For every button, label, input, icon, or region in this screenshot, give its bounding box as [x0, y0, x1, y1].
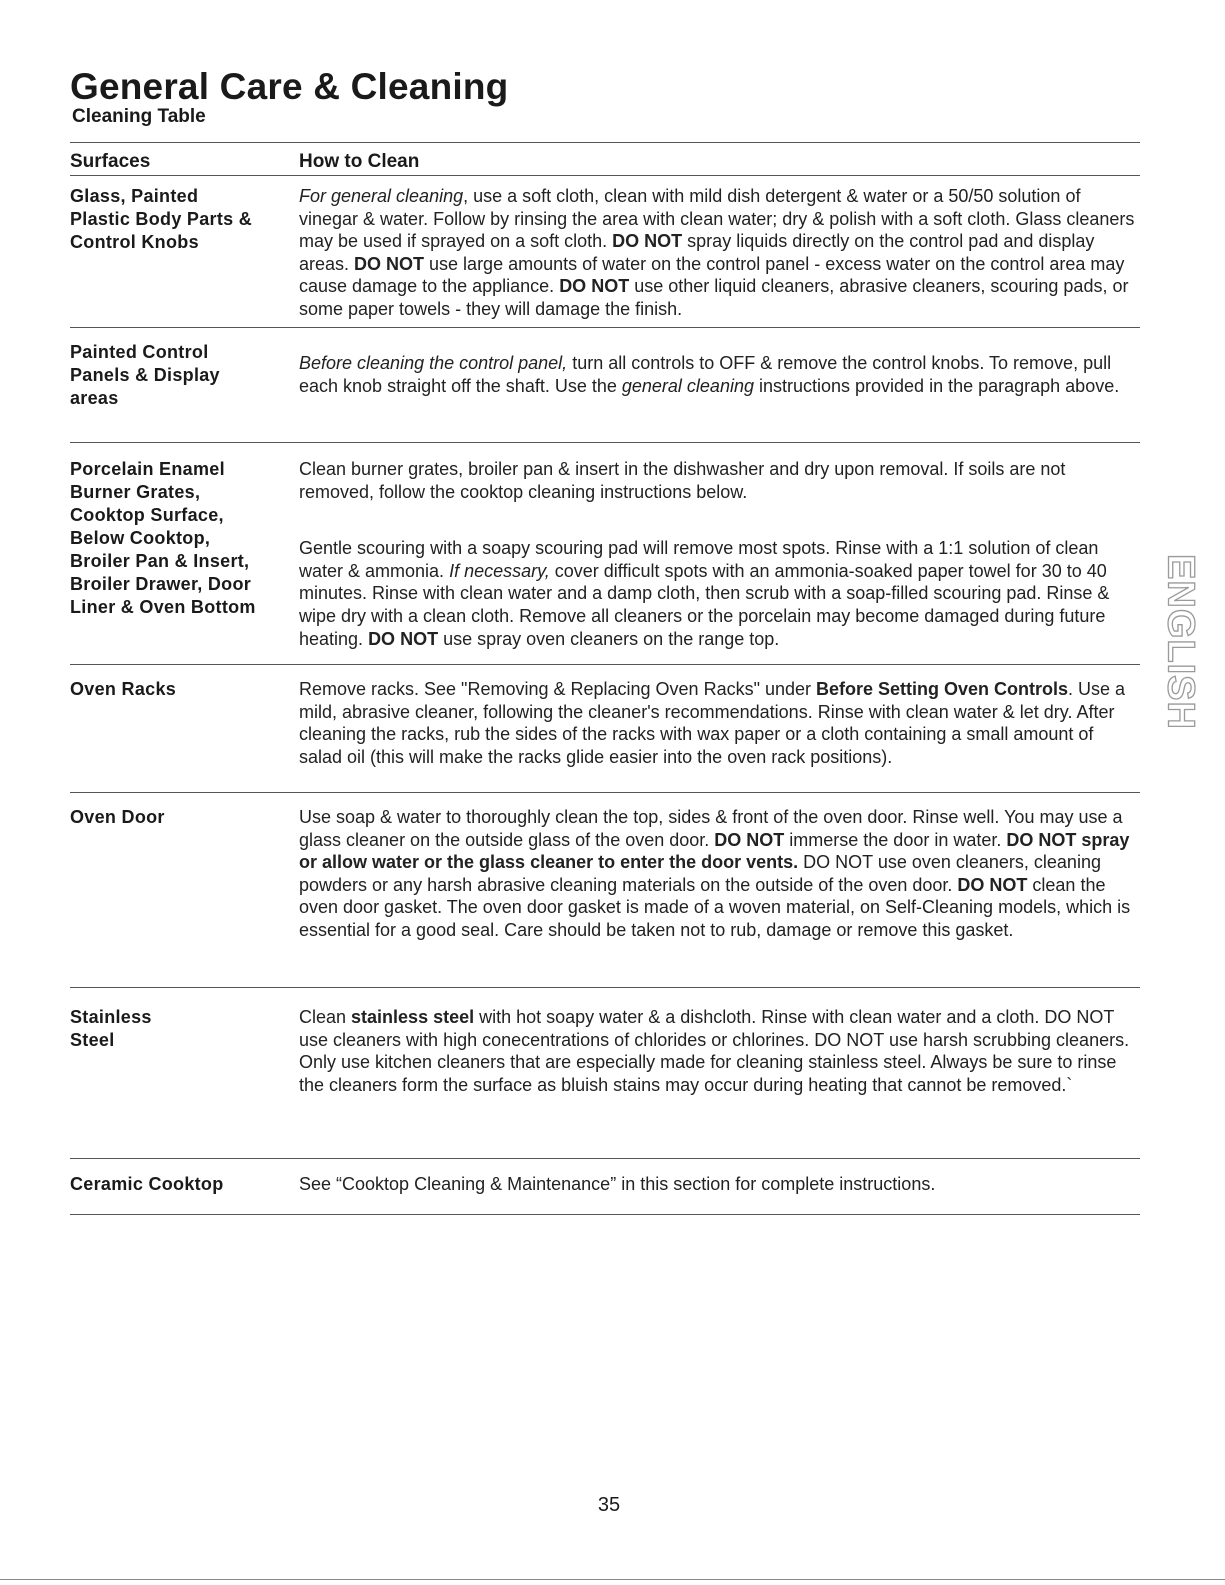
table-header — [70, 143, 1140, 176]
emphasis-bold-text: stainless steel — [351, 1007, 475, 1027]
surface-cell: Ceramic Cooktop — [70, 1174, 224, 1194]
emphasis-bold-text: DO NOT — [354, 253, 425, 274]
page-subtitle: Cleaning Table — [72, 106, 206, 127]
instruction-text: with hot soapy water & a dishcloth. Rinse with clean water and a cloth. DO NOT use cleaners with high conecentrations of chlorides or chlorines. DO NOT use harsh scrubbing cleaners. Only use kitchen cleaners that are especially made for cleaning stainless steel. Always be sure to rinse the cleaners form the surface as bluish stains may occur during heating that cannot be removed.` — [299, 1007, 1130, 1095]
instruction-text: use other liquid cleaners, abrasive cleaners, scouring pads, or some paper towels - they will damage the finish. — [299, 276, 1129, 319]
emphasis-bold-text: DO NOT — [714, 829, 785, 850]
instruction-paragraph — [299, 352, 1140, 397]
emphasis-bold-text: DO NOT — [368, 628, 439, 649]
instruction-text: See “Cooktop Cleaning & Maintenance” in this section for complete instructions. — [299, 1174, 936, 1194]
instruction-text: Remove racks. See "Removing & Replacing Oven Racks" under — [299, 679, 817, 699]
page-number: 35 — [597, 1494, 621, 1516]
instruction-text: immerse the door in water. — [784, 829, 1007, 850]
language-side-tab — [1150, 554, 1210, 730]
instruction-text: turn all controls to OFF & remove the control knobs. To remove, pull each knob straight off the shaft. Use the — [299, 353, 1112, 396]
instruction-text: use large amounts of water on the control panel - excess water on the control area may cause damage to the appliance. — [299, 253, 1125, 297]
instruction-text: spray liquids directly on the control pad and display areas. — [299, 231, 1095, 274]
how-to-clean-cell — [299, 443, 1140, 664]
how-to-clean-cell — [299, 988, 1140, 1158]
surface-cell: Painted Control Panels & Display areas — [70, 342, 220, 408]
instruction-text: . Use a mild, abrasive cleaner, following the cleaner's recommendations. Rinse with clean water & let dry. After cleaning the racks, rub the sides of the racks with wax paper or a cloth containing a small amount of salad oil (this will make the racks glide easier into the oven rack positions). — [299, 679, 1126, 767]
emphasis-bold-text: DO NOT — [957, 874, 1028, 895]
surface-cell: Porcelain Enamel Burner Grates, Cooktop Surface, Below Cooktop, Broiler Pan & Insert, Broiler Drawer, Door Liner & Oven Bottom — [70, 459, 256, 617]
page-title: General Care & Cleaning — [70, 66, 509, 107]
surface-cell: Oven Door — [70, 807, 165, 827]
column-header-how-to-clean: How to Clean — [299, 151, 420, 172]
table-body — [70, 176, 1140, 1215]
table-row — [70, 443, 1140, 665]
language-tab-label: ENGLISH — [1159, 554, 1202, 730]
emphasis-bold-text: DO NOT — [612, 231, 683, 252]
instruction-paragraph — [299, 458, 1140, 503]
emphasis-italic-text: For general cleaning — [299, 186, 464, 206]
instruction-text: use spray oven cleaners on the range top. — [438, 628, 780, 649]
instruction-paragraph — [299, 806, 1140, 942]
instruction-text: instructions provided in the paragraph above. — [753, 375, 1120, 396]
cleaning-table — [70, 142, 1140, 1215]
table-row — [70, 328, 1140, 443]
instruction-paragraph — [299, 1006, 1140, 1096]
emphasis-italic-text: If necessary, — [449, 560, 550, 581]
instruction-paragraph — [299, 185, 1140, 321]
emphasis-bold-text: DO NOT spray or allow water or the glass cleaner to enter the door vents. — [299, 829, 1130, 873]
table-row — [70, 665, 1140, 793]
surface-cell: Stainless Steel — [70, 1007, 152, 1050]
bottom-divider — [0, 1579, 1225, 1580]
instruction-paragraph — [299, 678, 1140, 768]
instruction-text: , use a soft cloth, clean with mild dish detergent & water or a 50/50 solution of vinegar & water. Follow by rinsing the area with clean water; dry & polish with a soft cloth. Glass cleaners may be used if sprayed on a soft cloth. — [299, 186, 1135, 252]
table-row — [70, 793, 1140, 988]
instruction-text: cover difficult spots with an ammonia-soaked paper towel for 30 to 40 minutes. Rinse with clean water and a damp cloth, then scrub with a soap-filled scouring pad. Rinse & wipe dry with a clean cloth. Remove all cleaners or the porcelain may become damaged during future heating. — [299, 560, 1110, 649]
emphasis-italic-text: general cleaning — [621, 375, 754, 396]
instruction-text: clean the oven door gasket. The oven door gasket is made of a woven material, on Self-Cleaning models, which is essential for a good seal. Care should be taken not to rub, damage or remove this gasket. — [299, 874, 1131, 940]
table-row — [70, 176, 1140, 328]
table-row — [70, 988, 1140, 1159]
instruction-text: Clean — [299, 1007, 352, 1027]
how-to-clean-cell — [299, 793, 1140, 987]
emphasis-bold-text: DO NOT — [559, 276, 630, 297]
how-to-clean-cell — [299, 1159, 1140, 1214]
how-to-clean-cell — [299, 328, 1140, 442]
how-to-clean-cell — [299, 665, 1140, 792]
instruction-paragraph — [299, 1173, 1140, 1196]
instruction-text: Use soap & water to thoroughly clean the top, sides & front of the oven door. Rinse well. You may use a glass cleaner on the outside glass of the oven door. — [299, 807, 1123, 850]
surface-cell: Oven Racks — [70, 679, 177, 699]
surface-cell: Glass, Painted Plastic Body Parts & Control Knobs — [70, 186, 253, 252]
instruction-paragraph — [299, 537, 1140, 650]
emphasis-bold-text: Before Setting Oven Controls — [816, 679, 1069, 699]
emphasis-italic-text: Before cleaning the control panel, — [299, 353, 568, 373]
column-header-surfaces: Surfaces — [70, 151, 151, 172]
instruction-text: Clean burner grates, broiler pan & insert in the dishwasher and dry upon removal. If soils are not removed, follow the cooktop cleaning instructions below. — [299, 459, 1066, 502]
table-row — [70, 1159, 1140, 1215]
how-to-clean-cell — [299, 176, 1140, 327]
instruction-text: Gentle scouring with a soapy scouring pad will remove most spots. Rinse with a 1:1 solution of clean water & ammonia. — [299, 538, 1099, 581]
instruction-text: DO NOT use oven cleaners, cleaning powders or any harsh abrasive cleaning materials on the outside of the oven door. — [299, 852, 1101, 895]
